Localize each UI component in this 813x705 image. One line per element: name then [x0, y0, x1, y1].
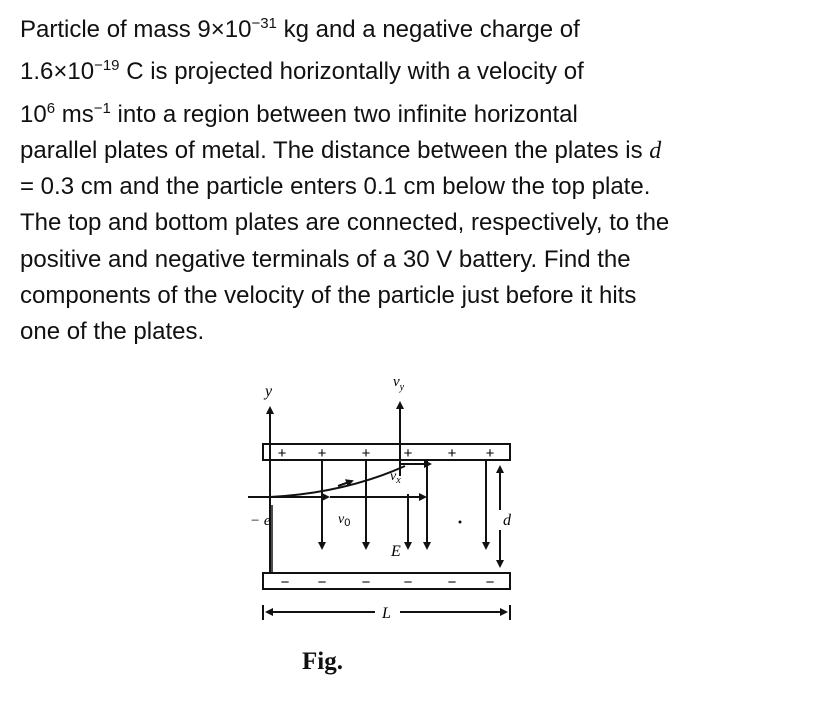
field-label: E — [391, 543, 401, 560]
plus-sign: + — [317, 445, 327, 462]
superscript: −31 — [251, 15, 277, 32]
minus-sign: − — [485, 574, 495, 591]
plus-sign: + — [485, 445, 495, 462]
plus-sign: + — [361, 445, 371, 462]
dot — [459, 521, 462, 524]
text-segment: C is projected horizontally with a velocity of — [119, 58, 584, 86]
text-segment: 1.6×10 — [20, 58, 95, 86]
text-segment: kg and a negative charge of — [276, 16, 580, 43]
text-segment: parallel plates of metal. The distance between the plates is — [20, 136, 650, 164]
capacitor-figure — [240, 368, 540, 638]
minus-sign: − — [403, 574, 413, 591]
problem-line-2 — [20, 48, 790, 90]
superscript: −1 — [93, 99, 111, 117]
bottom-plate — [263, 573, 510, 589]
problem-line-6: The top and bottom plates are connected, respectively, to the — [20, 209, 670, 237]
plus-sign: + — [447, 445, 457, 462]
y-axis-label: y — [265, 383, 273, 400]
electric-field-lines — [322, 460, 486, 548]
text-segment: Particle of mass 9×10 — [20, 16, 252, 43]
problem-line-3 — [20, 91, 790, 133]
text-segment: into a region between two infinite horizontal — [110, 100, 578, 128]
problem-line-5: = 0.3 cm and the particle enters 0.1 cm below the top plate. — [20, 173, 651, 201]
charge-label: − e — [250, 513, 271, 529]
d-label: d — [503, 512, 511, 529]
top-plate — [263, 444, 510, 460]
v0-label: $v_0$ — [338, 512, 351, 529]
problem-line-9: one of the plates. — [20, 318, 205, 346]
text-segment: ms — [55, 100, 94, 128]
minus-sign: − — [361, 574, 371, 591]
variable-d: d — [649, 137, 662, 164]
superscript: 6 — [46, 99, 56, 117]
problem-line-4 — [20, 133, 790, 169]
minus-sign: − — [447, 574, 457, 591]
plus-sign: + — [277, 445, 287, 462]
problem-statement — [20, 6, 790, 351]
minus-sign: − — [280, 574, 290, 591]
figure-caption: Fig. — [302, 648, 343, 675]
minus-sign: − — [317, 574, 327, 591]
text-segment: 10 — [20, 100, 47, 128]
problem-line-1 — [20, 6, 790, 48]
vx-label: $v_x$ — [390, 469, 401, 486]
l-label: L — [382, 605, 391, 622]
particle-trajectory — [270, 466, 405, 497]
plus-sign: + — [403, 445, 413, 462]
problem-line-8: components of the velocity of the particle just before it hits — [20, 282, 637, 310]
problem-line-7: positive and negative terminals of a 30 V battery. Find the — [20, 245, 631, 273]
vy-label: $v_y$ — [393, 374, 405, 393]
superscript: −19 — [94, 57, 120, 75]
